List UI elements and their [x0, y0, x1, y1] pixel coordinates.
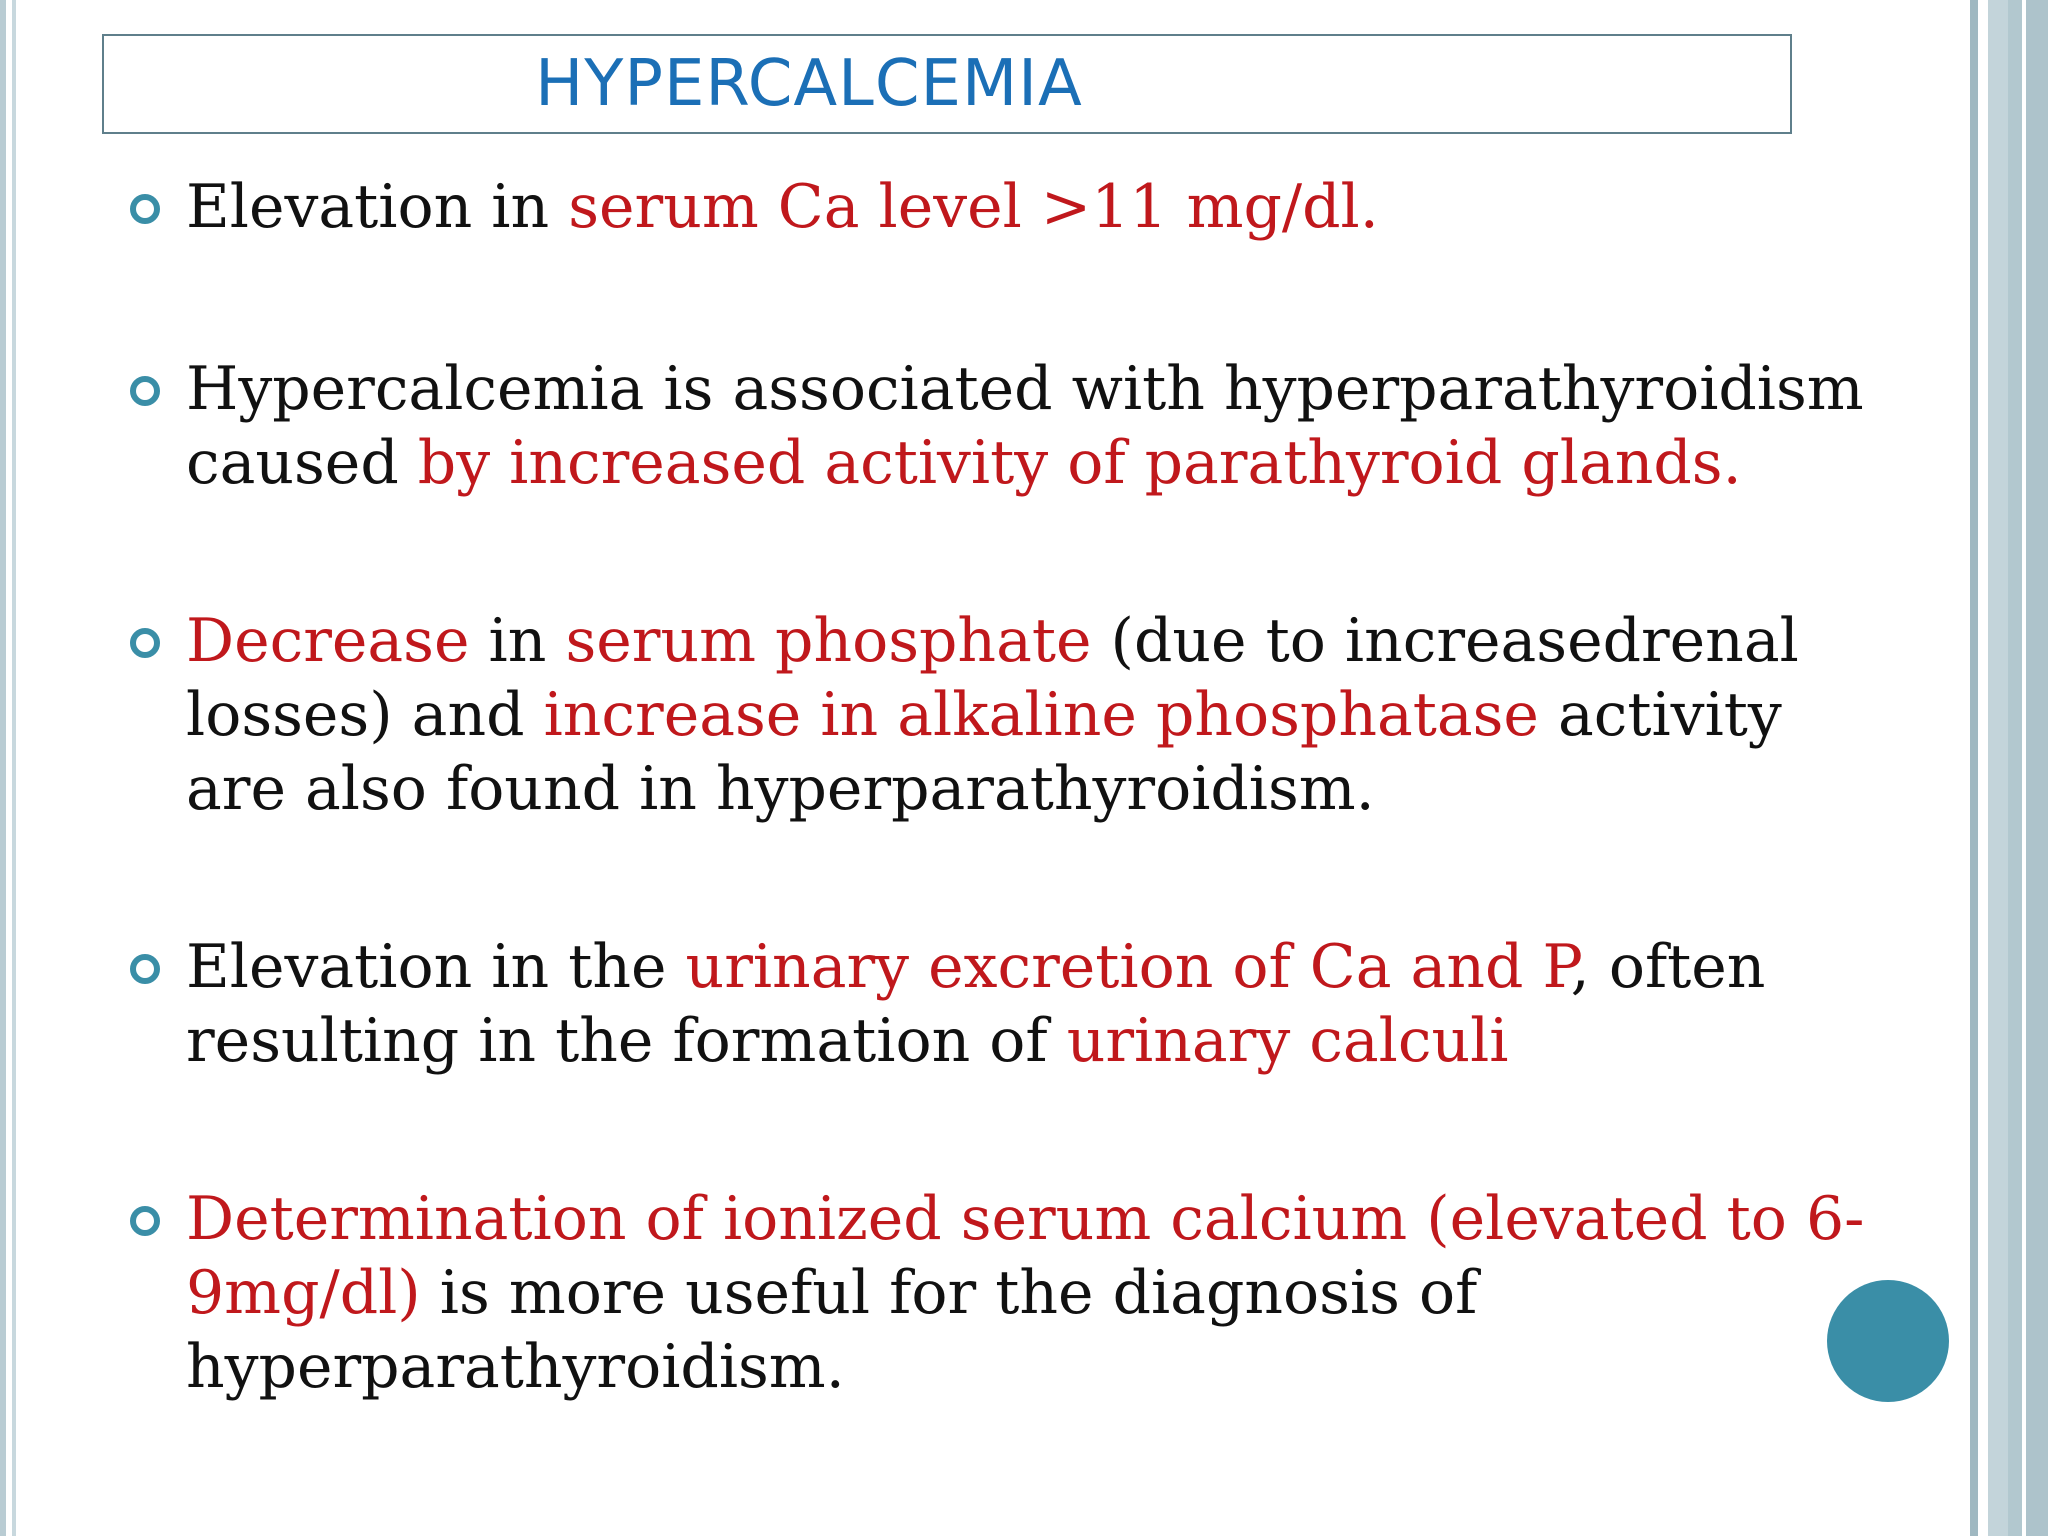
right-decorative-stripes — [1964, 0, 2048, 1536]
bullet-item — [130, 604, 1870, 826]
ring-bullet-icon — [130, 194, 160, 224]
left-border-line — [0, 0, 6, 1536]
bullet-text: Elevation in — [186, 172, 569, 242]
bullet-text: Elevation in the — [186, 932, 686, 1002]
bullet-item — [130, 930, 1870, 1078]
bullet-highlight: Decrease — [186, 606, 470, 676]
bullet-highlight: by increased activity of parathyroid glands. — [417, 428, 1742, 498]
bullet-text: , often resulting in the formation of — [186, 932, 1766, 1076]
bullet-highlight: increase in alkaline phosphatase — [543, 680, 1539, 750]
ring-bullet-icon — [130, 1206, 160, 1236]
bullet-text: Hypercalcemia is associated with hyperparathyroidism caused — [186, 354, 1864, 498]
bullet-item — [130, 352, 1870, 500]
slide-title: HYPERCALCEMIA — [535, 47, 1083, 121]
bullet-highlight: serum phosphate — [565, 606, 1092, 676]
ring-bullet-icon — [130, 628, 160, 658]
bullet-item — [130, 170, 1379, 244]
bullet-item — [130, 1182, 1870, 1404]
title-box — [102, 34, 1792, 134]
bullet-text: is more useful for the diagnosis of hyperparathyroidism. — [186, 1258, 1478, 1402]
ring-bullet-icon — [130, 954, 160, 984]
bullet-highlight: urinary calculi — [1066, 1006, 1509, 1076]
bullet-text: in — [469, 606, 566, 676]
left-border-line-inner — [12, 0, 16, 1536]
bullet-highlight: urinary excretion of Ca and P — [685, 932, 1571, 1002]
bullet-highlight: Determination of ionized serum calcium (elevated to 6-9mg/dl) — [186, 1184, 1865, 1328]
decorative-circle — [1827, 1280, 1949, 1402]
bullet-text: activity are also found in hyperparathyroidism. — [186, 680, 1782, 824]
ring-bullet-icon — [130, 376, 160, 406]
bullet-text: (due to increasedrenal losses) and — [186, 606, 1799, 750]
bullet-highlight: serum Ca level >11 mg/dl. — [568, 172, 1379, 242]
